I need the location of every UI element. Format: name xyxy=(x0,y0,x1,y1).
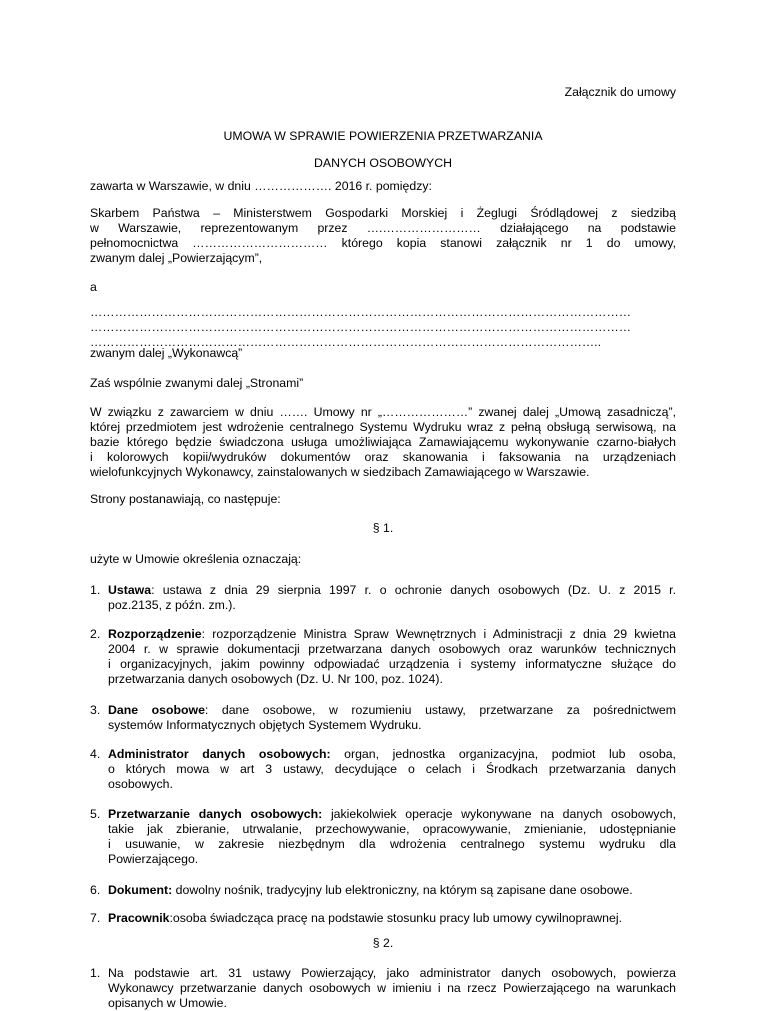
dots-line: …………………………………………………………………………………………………………………… xyxy=(90,305,632,319)
dots-line: …………………………………………………………………………………………………………………… xyxy=(90,320,632,334)
definition-text: i usuwanie, w zakresie niezbędnym dla wdrożenia centralnego systemu wydruku dla xyxy=(108,837,676,851)
definition-text: osobowych. xyxy=(108,777,173,791)
parties-line: Zaś wspólnie zwanymi dalej „Stronami” xyxy=(90,376,304,390)
definition-text: : ustawa z dnia 29 sierpnia 1997 r. o ochronie danych osobowych (Dz. U. z 2015 r. xyxy=(151,583,676,597)
definition-text: 2004 r. w sprawie dokumentacji przetwarzana danych osobowych oraz warunków technicznych xyxy=(108,642,676,656)
intro-line: wielofunkcyjnych Wykonawcy, zainstalowanych w siedzibach Zamawiającego w Warszawie. xyxy=(90,465,590,479)
definition-text: poz.2135, z późn. zm.). xyxy=(108,598,236,612)
definition-text: jakiekolwiek operacje wykonywane na danych osobowych, xyxy=(322,807,676,821)
intro-line: W związku z zawarciem w dniu ……. Umowy nr „…………………” zwanej dalej „Umową zasadniczą”, xyxy=(90,405,676,419)
title-line-2: DANYCH OSOBOWYCH xyxy=(313,156,452,170)
intro-line: bazie którego będzie świadczona usługa umożliwiająca Zamawiającemu wykonywanie czarno-białych xyxy=(90,435,676,449)
item-number: 6. xyxy=(90,883,101,897)
item-number: 1. xyxy=(90,583,101,597)
and-word: a xyxy=(90,280,97,294)
section1-lead: użyte w Umowie określenia oznaczają: xyxy=(90,552,302,566)
definition-term: Dokument: xyxy=(108,883,173,897)
definition-text: Powierzającego. xyxy=(108,852,199,866)
item-number: 7. xyxy=(90,911,101,925)
section2-heading: § 2. xyxy=(372,936,394,950)
dots-line: …………………………………………………………………………………………………………….. xyxy=(90,335,602,349)
item-number: 1. xyxy=(90,966,101,980)
section1-heading: § 1. xyxy=(372,521,394,535)
attachment-label: Załącznik do umowy xyxy=(564,85,676,99)
section2-text: Na podstawie art. 31 ustawy Powierzający, jako administrator danych osobowych, powierza xyxy=(108,966,676,980)
concluded-line: zawarta w Warszawie, w dniu ………………. 2016 r. pomiędzy: xyxy=(90,179,432,193)
item-number: 4. xyxy=(90,747,101,761)
definition-text: takie jak zbieranie, utrwalanie, przechowywanie, opracowywanie, zmienianie, udostępnianie xyxy=(108,822,676,836)
definition-text: systemów Informatycznych objętych Systemem Wydruku. xyxy=(108,718,422,732)
section2-text: opisanych w Umowie. xyxy=(108,996,227,1010)
agree-line: Strony postanawiają, co następuje: xyxy=(90,492,281,506)
definition-text: : dane osobowe, w rozumieniu ustawy, przetwarzane za pośrednictwem xyxy=(204,703,676,717)
definition-text: dowolny nośnik, tradycyjny lub elektroniczny, na którym są zapisane dane osobowe. xyxy=(172,883,633,897)
intro-line: której przedmiotem jest wdrożenie centralnego Systemu Wydruku wraz z pełną obsługą serwisową, na xyxy=(90,420,676,434)
contractor-line: zwanym dalej „Wykonawcą” xyxy=(90,346,243,360)
party1-line: zwanym dalej „Powierzającym”, xyxy=(90,251,263,265)
party1-line: Skarbem Państwa – Ministerstwem Gospodarki Morskiej i Żeglugi Śródlądowej z siedzibą xyxy=(90,206,676,220)
section2-text: Wykonawcy przetwarzanie danych osobowych w imieniu i na rzecz Powierzającego na warunkach xyxy=(108,981,676,995)
definition-text: przetwarzania danych osobowych (Dz. U. Nr 100, poz. 1024). xyxy=(108,672,443,686)
definition-term: Dane osobowe xyxy=(108,703,205,717)
item-number: 3. xyxy=(90,703,101,717)
blank-dots xyxy=(90,305,676,350)
definition-term: Rozporządzenie xyxy=(108,627,202,641)
party1-line: w Warszawie, reprezentowanym przez ….…………………… działającego na podstawie xyxy=(90,221,676,235)
definition-term: Administrator danych osobowych: xyxy=(108,747,331,761)
intro-paragraph xyxy=(90,405,676,480)
definition-text: organ, jednostka organizacyjna, podmiot lub osoba, xyxy=(330,747,676,761)
definition-term: Przetwarzanie danych osobowych: xyxy=(108,807,323,821)
definition-term: Pracownik xyxy=(108,911,170,925)
definition-text: o których mowa w art 3 ustawy, decydujące o celach i Środkach przetwarzania danych xyxy=(108,762,676,776)
definition-text: : rozporządzenie Ministra Spraw Wewnętrznych i Administracji z dnia 29 kwietna xyxy=(201,627,676,641)
title-line-1: UMOWA W SPRAWIE POWIERZENIA PRZETWARZANIA xyxy=(223,129,543,143)
definition-text: i organizacyjnych, jakim powinny odpowiadać urządzenia i systemy informatyczne służące do xyxy=(108,657,676,671)
definition-term: Ustawa xyxy=(108,583,152,597)
item-number: 5. xyxy=(90,807,101,821)
item-number: 2. xyxy=(90,627,101,641)
party1-line: pełnomocnictwa …………………………… którego kopia stanowi załącznik nr 1 do umowy, xyxy=(90,236,676,250)
definition-text: :osoba świadcząca pracę na podstawie stosunku pracy lub umowy cywilnoprawnej. xyxy=(169,911,623,925)
intro-line: i kolorowych kopii/wydruków dokumentów oraz skanowania i faksowania na urządzeniach xyxy=(90,450,676,464)
party1-paragraph xyxy=(90,206,676,266)
